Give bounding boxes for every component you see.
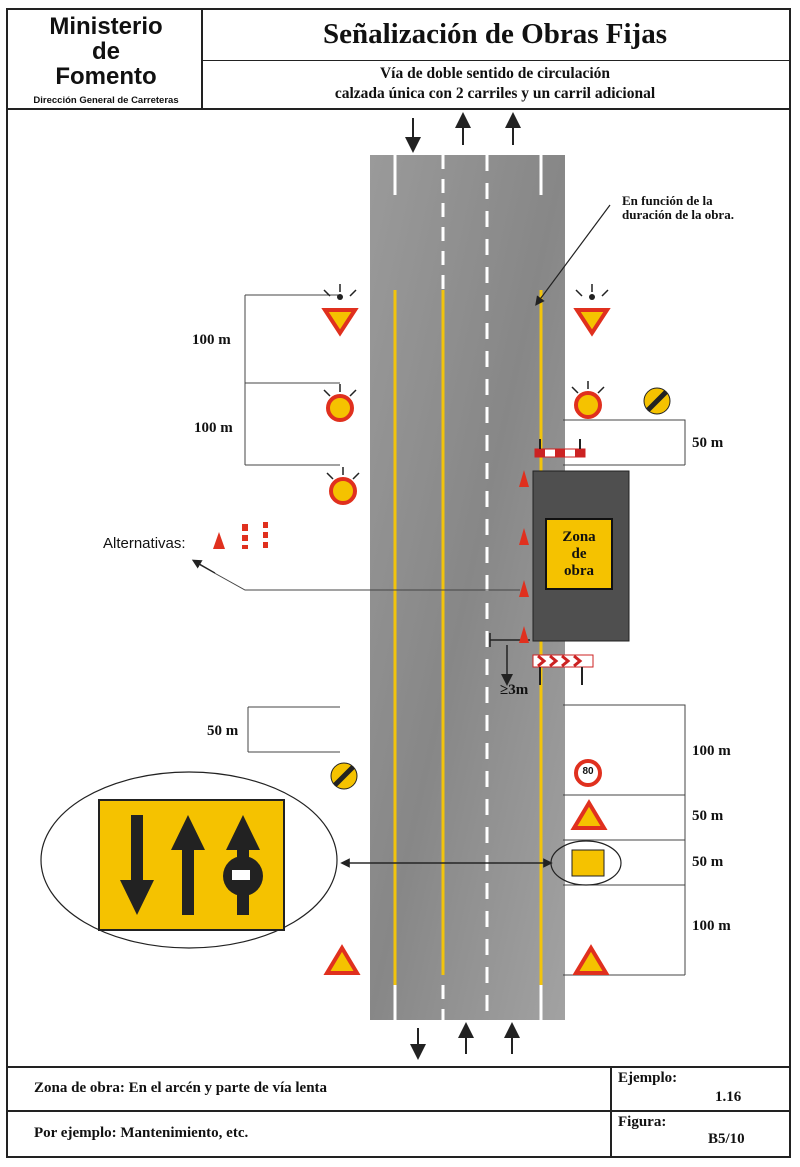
work-zone-line-3: obra: [563, 562, 594, 579]
ejemplo-label: Ejemplo:: [618, 1070, 678, 1086]
distance-left-2: 100 m: [194, 420, 233, 436]
speed-limit-value: 80: [582, 766, 594, 777]
zone-description: Zona de obra: En el arcén y parte de vía lenta: [34, 1080, 328, 1096]
work-zone-sign: [545, 518, 613, 590]
no-overtaking-sign-icon: [576, 393, 600, 417]
end-restriction-sign-icon: [331, 763, 357, 789]
work-zone-line-2: de: [571, 545, 587, 562]
subtitle-line-2: calzada única con 2 carriles y un carril adicional: [334, 85, 656, 102]
duration-note-line-2: duración de la obra.: [622, 207, 734, 222]
distance-left-3: 50 m: [207, 723, 239, 739]
end-restriction-sign-icon: [644, 388, 670, 414]
distance-right-1: 50 m: [692, 435, 724, 451]
work-zone-line-1: Zona: [562, 528, 596, 545]
alternatives-label: Alternativas:: [103, 535, 186, 552]
clearance-label: ≥3m: [500, 682, 529, 698]
page-title: Señalización de Obras Fijas: [323, 18, 667, 50]
footer-divider: [610, 1066, 612, 1158]
roadwork-sign-icon: [577, 294, 607, 333]
distance-right-4: 50 m: [692, 854, 724, 870]
org-subtitle: Dirección General de Carreteras: [33, 95, 179, 106]
lane-configuration-sign-icon: [99, 800, 284, 930]
roadwork-sign-icon: [327, 948, 357, 973]
org-line-1: Ministerio: [49, 13, 163, 40]
alt-post-icon: [242, 524, 248, 549]
duration-note: [622, 194, 734, 222]
footer-top-rule: [6, 1066, 791, 1068]
org-line-3: Fomento: [55, 63, 157, 90]
alt-panel-icon: [263, 522, 268, 548]
distance-left-1: 100 m: [192, 332, 231, 348]
roadwork-sign-icon: [576, 948, 606, 973]
distance-right-3: 50 m: [692, 808, 724, 824]
duration-note-line-1: En función de la: [622, 193, 713, 208]
example-description: Por ejemplo: Mantenimiento, etc.: [34, 1125, 249, 1141]
org-line-2: de: [91, 38, 120, 65]
alt-cone-icon: [213, 532, 225, 549]
speed-limit-sign-icon: [331, 479, 355, 503]
ejemplo-value: 1.16: [715, 1089, 742, 1105]
footer-middle-rule: [6, 1110, 791, 1112]
figura-value: B5/10: [708, 1131, 745, 1147]
narrowing-sign-icon: [574, 803, 604, 828]
subtitle-line-1: Vía de doble sentido de circulación: [379, 65, 611, 82]
roadwork-sign-icon: [325, 294, 355, 333]
figura-label: Figura:: [618, 1114, 667, 1130]
lane-sign-small-icon: [572, 850, 604, 876]
no-overtaking-sign-icon: [328, 396, 352, 420]
distance-right-5: 100 m: [692, 918, 731, 934]
distance-right-2: 100 m: [692, 743, 731, 759]
